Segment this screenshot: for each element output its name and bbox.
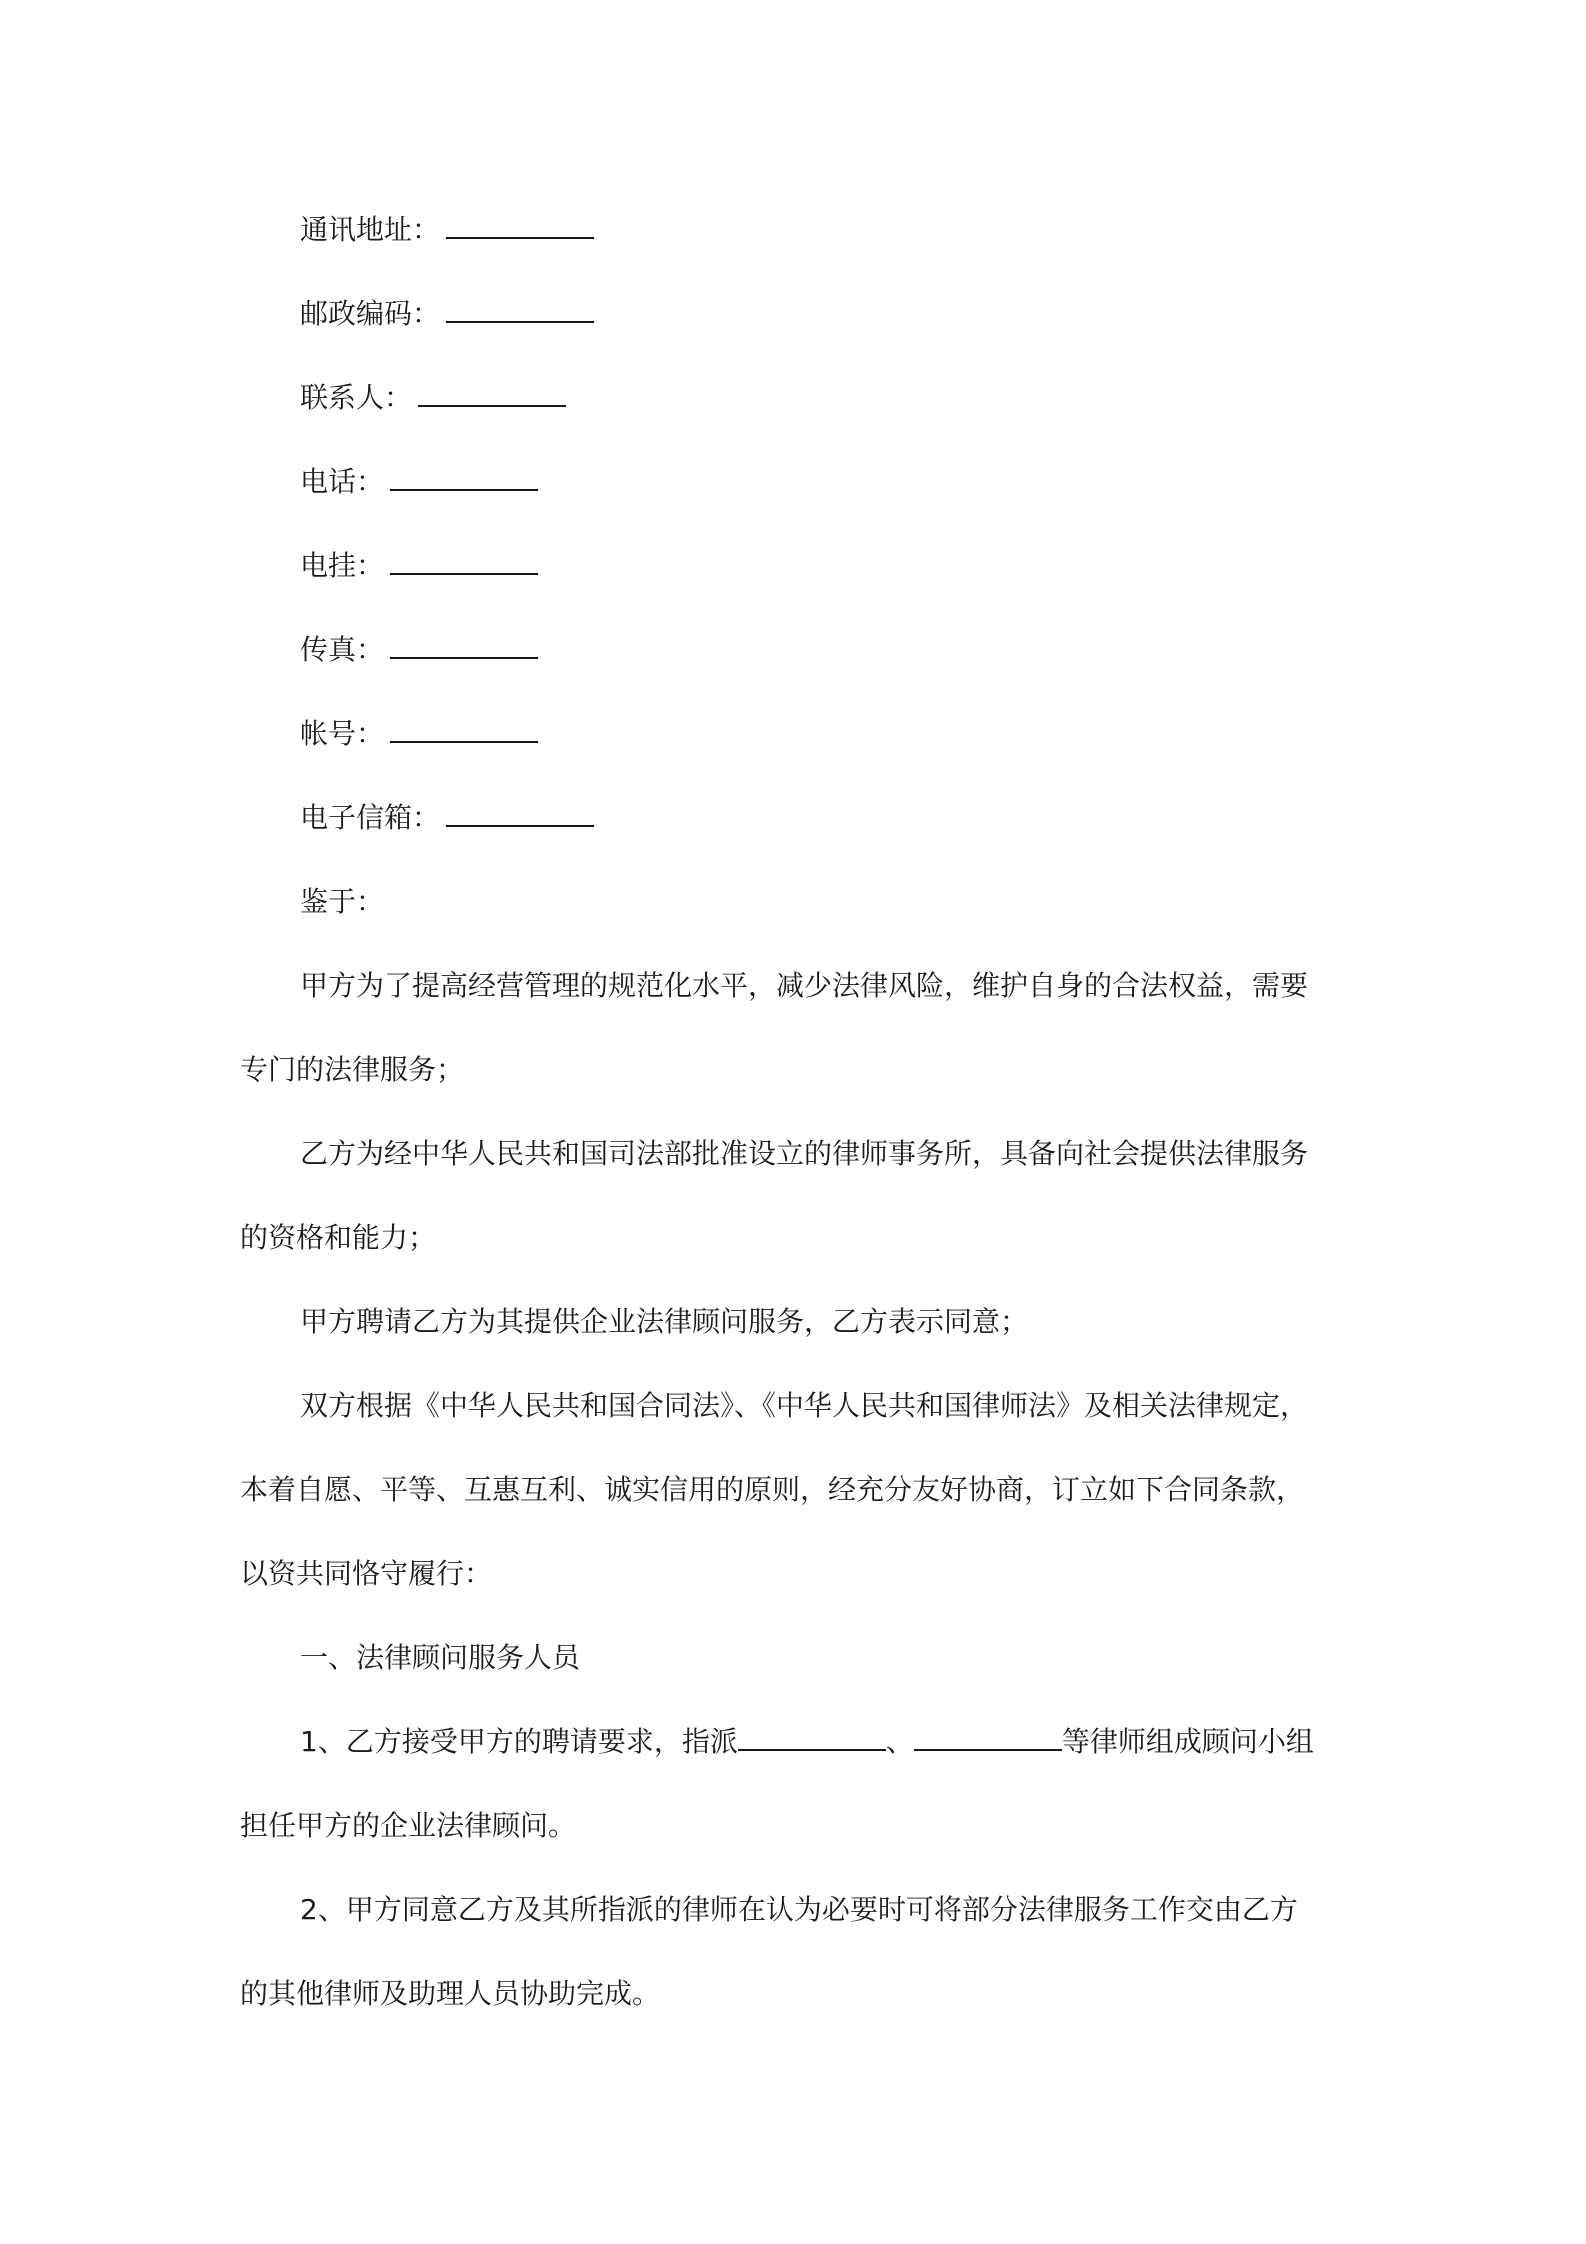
recital-3: 甲方聘请乙方为其提供企业法律顾问服务，乙方表示同意； [300, 1305, 1029, 1338]
recital-1-line-2: 专门的法律服务； [240, 1053, 465, 1086]
recital-1-line-1: 甲方为了提高经营管理的规范化水平，减少法律风险，维护自身的合法权益，需要 [300, 969, 1309, 1002]
address-blank [446, 211, 594, 239]
recital-2-line-2: 的资格和能力； [240, 1221, 437, 1254]
recital-4-line-1: 双方根据《中华人民共和国合同法》、《中华人民共和国律师法》及相关法律规定， [300, 1389, 1309, 1422]
address-row [300, 210, 594, 250]
postcode-label: 邮政编码： [300, 297, 441, 330]
fax-blank [390, 631, 538, 659]
telegram-blank [390, 547, 538, 575]
item-1-prefix: 1、乙方接受甲方的聘请要求，指派 [300, 1725, 738, 1758]
recitals-heading: 鉴于： [300, 885, 385, 918]
section-1-heading: 一、法律顾问服务人员 [300, 1641, 581, 1674]
section-1-item-2-line-2: 的其他律师及助理人员协助完成。 [240, 1977, 661, 2010]
postcode-row [300, 294, 594, 334]
email-label: 电子信箱： [300, 801, 441, 834]
email-blank [446, 799, 594, 827]
fax-row [300, 630, 538, 670]
contact-person-blank [418, 379, 566, 407]
postcode-blank [446, 295, 594, 323]
section-1-item-1-line-1 [300, 1722, 1314, 1762]
recital-2-line-1: 乙方为经中华人民共和国司法部批准设立的律师事务所，具备向社会提供法律服务 [300, 1137, 1309, 1170]
telegram-label: 电挂： [300, 549, 385, 582]
section-1-item-2-line-1: 2、甲方同意乙方及其所指派的律师在认为必要时可将部分法律服务工作交由乙方 [300, 1893, 1298, 1926]
item-1-suffix: 等律师组成顾问小组 [1061, 1725, 1314, 1758]
contact-person-label: 联系人： [300, 381, 413, 414]
lawyer-1-blank [738, 1723, 886, 1751]
email-row [300, 798, 594, 838]
contact-person-row [300, 378, 566, 418]
phone-row [300, 462, 538, 502]
section-1-item-1-line-2: 担任甲方的企业法律顾问。 [240, 1809, 577, 1842]
phone-blank [390, 463, 538, 491]
item-1-separator: 、 [885, 1725, 914, 1758]
recital-4-line-3: 以资共同恪守履行： [240, 1557, 493, 1590]
account-row [300, 714, 538, 754]
account-label: 帐号： [300, 717, 385, 750]
account-blank [390, 715, 538, 743]
fax-label: 传真： [300, 633, 385, 666]
address-label: 通讯地址： [300, 213, 441, 246]
recital-4-line-2: 本着自愿、平等、互惠互利、诚实信用的原则，经充分友好协商，订立如下合同条款， [240, 1473, 1305, 1506]
telegram-row [300, 546, 538, 586]
phone-label: 电话： [300, 465, 385, 498]
lawyer-2-blank [914, 1723, 1062, 1751]
